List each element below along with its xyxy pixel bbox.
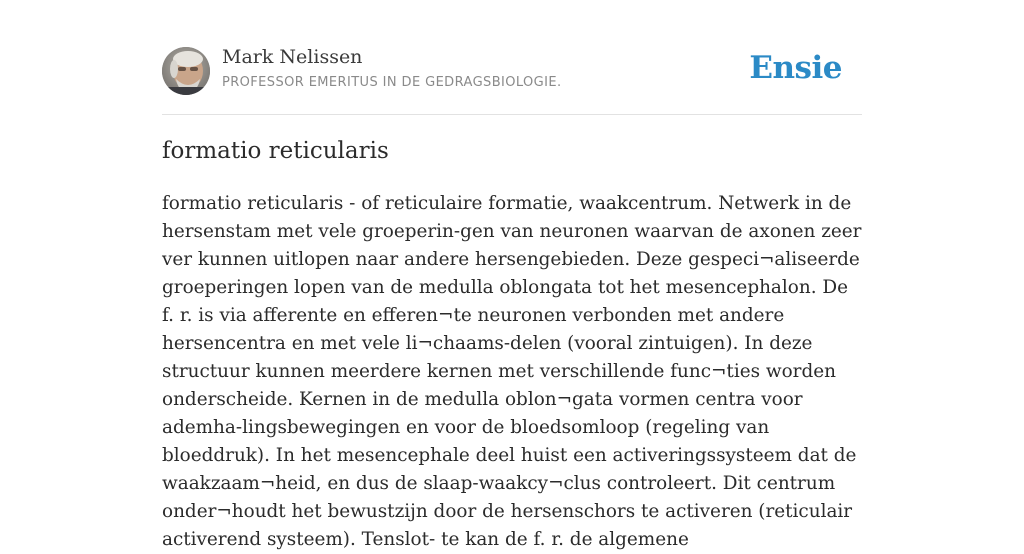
article-body: formatio reticularis - of reticulaire formatie, waakcentrum. Netwerk in de hersenstam met vele groeperin-gen van neuronen waarvan de axonen zeer ver kunnen uitlopen naar andere hersengebieden. Deze gespeci¬aliseerde groeperingen lopen van de medulla oblongata tot het mesencephalon. De f. r. is via afferente en efferen¬te neuronen verbonden met andere hersencentra en met vele li¬chaams-delen (vooral zintuigen). In deze structuur kunnen meerdere kernen met verschillende func¬ties worden onderscheide. Kernen in de medulla oblon¬gata vormen centra voor ademha-lingsbewegingen en voor de bloedsomloop (regeling van bloeddruk). In het mesencephale deel huist een activeringssysteem dat de waakzaam¬heid, en dus de slaap-waakcy¬clus controleert. Dit centrum onder¬houdt het bewustzijn door de hersenschors te activeren (reticulair activerend systeem). Tenslot- te kan de f. r. de algemene bbox=[162, 193, 862, 550]
article-title: formatio reticularis bbox=[162, 138, 389, 164]
avatar[interactable] bbox=[162, 47, 210, 95]
author-role: PROFESSOR EMERITUS IN DE GEDRAGSBIOLOGIE. bbox=[222, 75, 562, 90]
author-portrait-icon bbox=[162, 47, 210, 95]
author-name[interactable]: Mark Nelissen bbox=[222, 46, 363, 68]
author-header bbox=[162, 46, 862, 115]
brand-logo-link[interactable]: Ensie bbox=[749, 50, 842, 86]
